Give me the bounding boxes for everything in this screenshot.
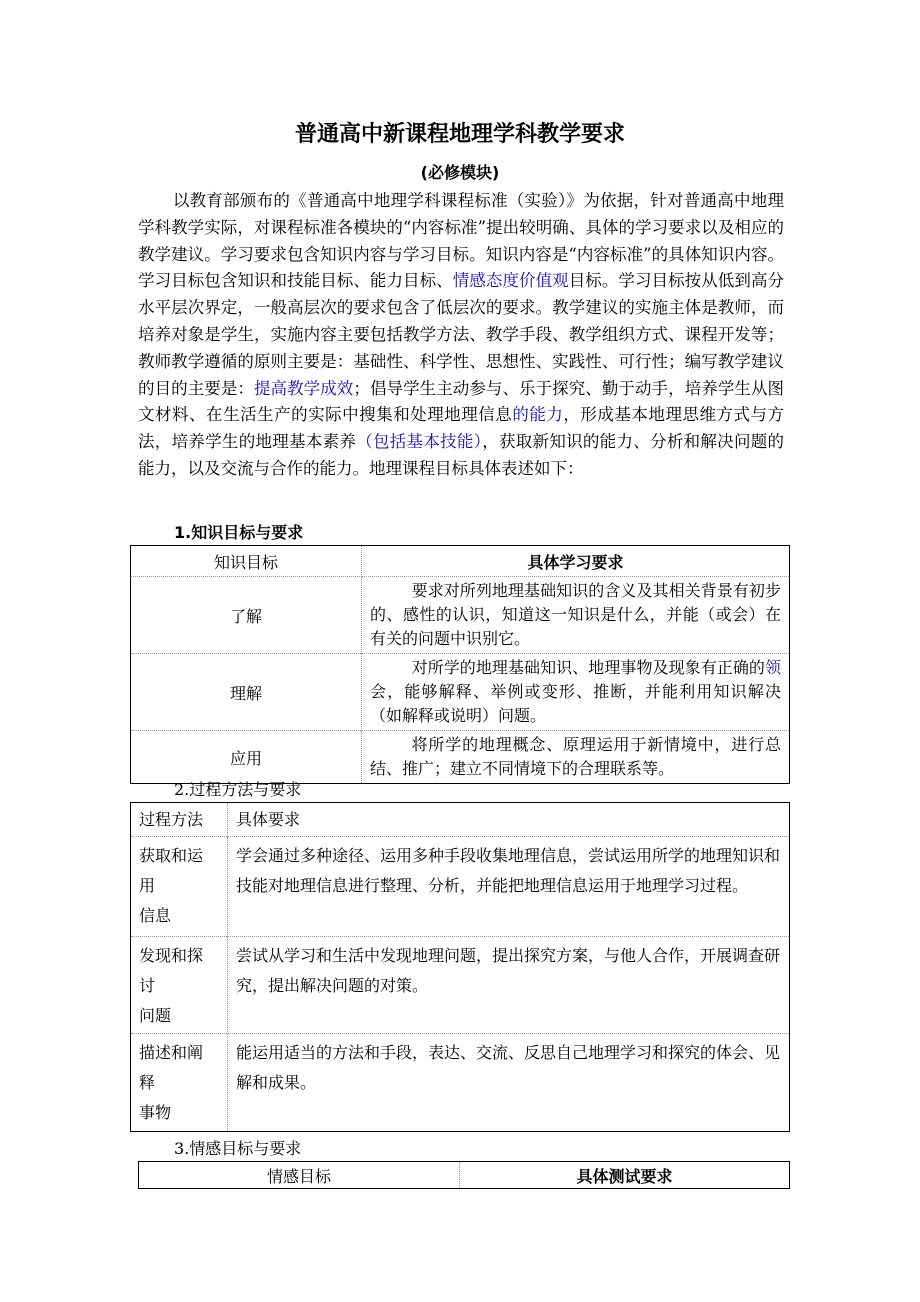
link-teaching-effect[interactable]: 提高教学成效 xyxy=(253,378,354,398)
goal-cell: 应用 xyxy=(131,731,362,784)
page-subtitle: (必修模块) xyxy=(420,163,500,182)
goal-cell: 理解 xyxy=(131,654,362,731)
emotion-goals-table xyxy=(138,1161,790,1189)
intro-paragraph xyxy=(138,188,784,483)
method-line: 描述和阐 xyxy=(139,1043,204,1062)
knowledge-goals-table xyxy=(130,545,790,784)
method-cell xyxy=(131,837,228,937)
table-row xyxy=(131,937,790,1034)
method-line: 获取和运 xyxy=(139,846,204,865)
method-line: 释 xyxy=(139,1073,156,1092)
intro-text-5: ，获取新知识的能力、分析和解决问题的能力，以及交流与合作的能力。地理课程目标具体表述如下： xyxy=(138,432,785,478)
goal-cell: 了解 xyxy=(131,577,362,654)
link-ability[interactable]: 的能力 xyxy=(512,405,564,425)
table-row xyxy=(131,654,790,731)
link-emotion-values[interactable]: 情感态度价值观 xyxy=(452,271,569,291)
intro-text-3: ；倡导学生主动参与、乐于探究、勤于动手，培养学生从图文材料、在生活生产的实际中搜集和处理地理信息 xyxy=(138,378,785,425)
requirement-text-a: 对所学的地理基础知识、地理事物及现象有正确的 xyxy=(411,658,765,677)
process-methods-table xyxy=(130,802,790,1132)
intro-text-2: 目标。学习目标按从低到高分水平层次界定，一般高层次的要求包含了低层次的要求。教学建议的实施主体是教师，而培养对象是学生，实施内容主要包括教学方法、教学手段、教学组织方式、课程开发等；教师教学遵循的原则主要是：基础性、科学性、思想性、实践性、可行性；编写教学建议的目的主要是： xyxy=(138,271,785,398)
requirement-cell xyxy=(362,654,790,731)
table-row xyxy=(131,731,790,784)
page-title: 普通高中新课程地理学科教学要求 xyxy=(294,122,625,147)
table-header-row xyxy=(131,546,790,577)
method-cell xyxy=(131,1034,228,1132)
link-basic-skills[interactable]: （包括基本技能） xyxy=(356,432,483,452)
requirement-cell xyxy=(362,577,790,654)
requirement-text: 将所学的地理概念、原理运用于新情境中，进行总结、推广；建立不同情境下的合理联系等。 xyxy=(370,735,781,778)
intro-text-4: ，形成基本地理思维方式与方法，培养学生的地理基本素养 xyxy=(138,405,785,452)
requirement-text xyxy=(370,656,781,728)
table-row xyxy=(131,837,790,937)
intro-text-1: 以教育部颁布的《普通高中地理学科课程标准（实验）》为依据，针对普通高中地理学科教学实际，对课程标准各模块的“内容标准”提出较明确、具体的学习要求以及相应的教学建议。学习要求包含知识内容与学习目标。知识内容是“内容标准”的具体知识内容。学习目标包含知识和技能目标、能力目标、 xyxy=(138,191,784,291)
section3-heading: 3.情感目标与要求 xyxy=(174,1139,302,1158)
table-row xyxy=(131,1034,790,1132)
col-learning-requirement: 具体学习要求 xyxy=(362,546,790,577)
method-line: 信息 xyxy=(139,906,172,925)
requirement-cell: 尝试从学习和生活中发现地理问题，提出探究方案，与他人合作，开展调查研究，提出解决问题的对策。 xyxy=(228,937,790,1034)
requirement-text: 要求对所列地理基础知识的含义及其相关背景有初步的、感性的认识，知道这一知识是什么，并能（或会）在有关的问题中识别它。 xyxy=(370,581,781,648)
section1-heading: 1.知识目标与要求 xyxy=(174,523,304,542)
method-cell xyxy=(131,937,228,1034)
table-header-row xyxy=(131,803,790,837)
method-line: 发现和探 xyxy=(139,946,204,965)
col-knowledge-goal: 知识目标 xyxy=(131,546,362,577)
requirement-cell: 学会通过多种途径、运用多种手段收集地理信息，尝试运用所学的地理知识和技能对地理信息进行整理、分析，并能把地理信息运用于地理学习过程。 xyxy=(228,837,790,937)
link-comprehend[interactable]: 领 xyxy=(764,658,781,677)
col-process-method: 过程方法 xyxy=(131,803,228,837)
method-line: 问题 xyxy=(139,1006,172,1025)
col-requirement: 具体要求 xyxy=(236,810,301,829)
requirement-cell xyxy=(362,731,790,784)
col-test-requirement: 具体测试要求 xyxy=(576,1166,673,1186)
requirement-text-b: 会，能够解释、举例或变形、推断，并能利用知识解决（如解释或说明）问题。 xyxy=(370,682,781,725)
section2-heading: 2.过程方法与要求 xyxy=(174,780,302,799)
method-line: 用 xyxy=(139,876,156,895)
table-row xyxy=(131,577,790,654)
table-header-row xyxy=(139,1162,790,1189)
method-line: 事物 xyxy=(139,1103,172,1122)
requirement-cell: 能运用适当的方法和手段，表达、交流、反思自己地理学习和探究的体会、见解和成果。 xyxy=(228,1034,790,1132)
col-emotion-goal: 情感目标 xyxy=(139,1162,460,1189)
method-line: 讨 xyxy=(139,976,156,995)
